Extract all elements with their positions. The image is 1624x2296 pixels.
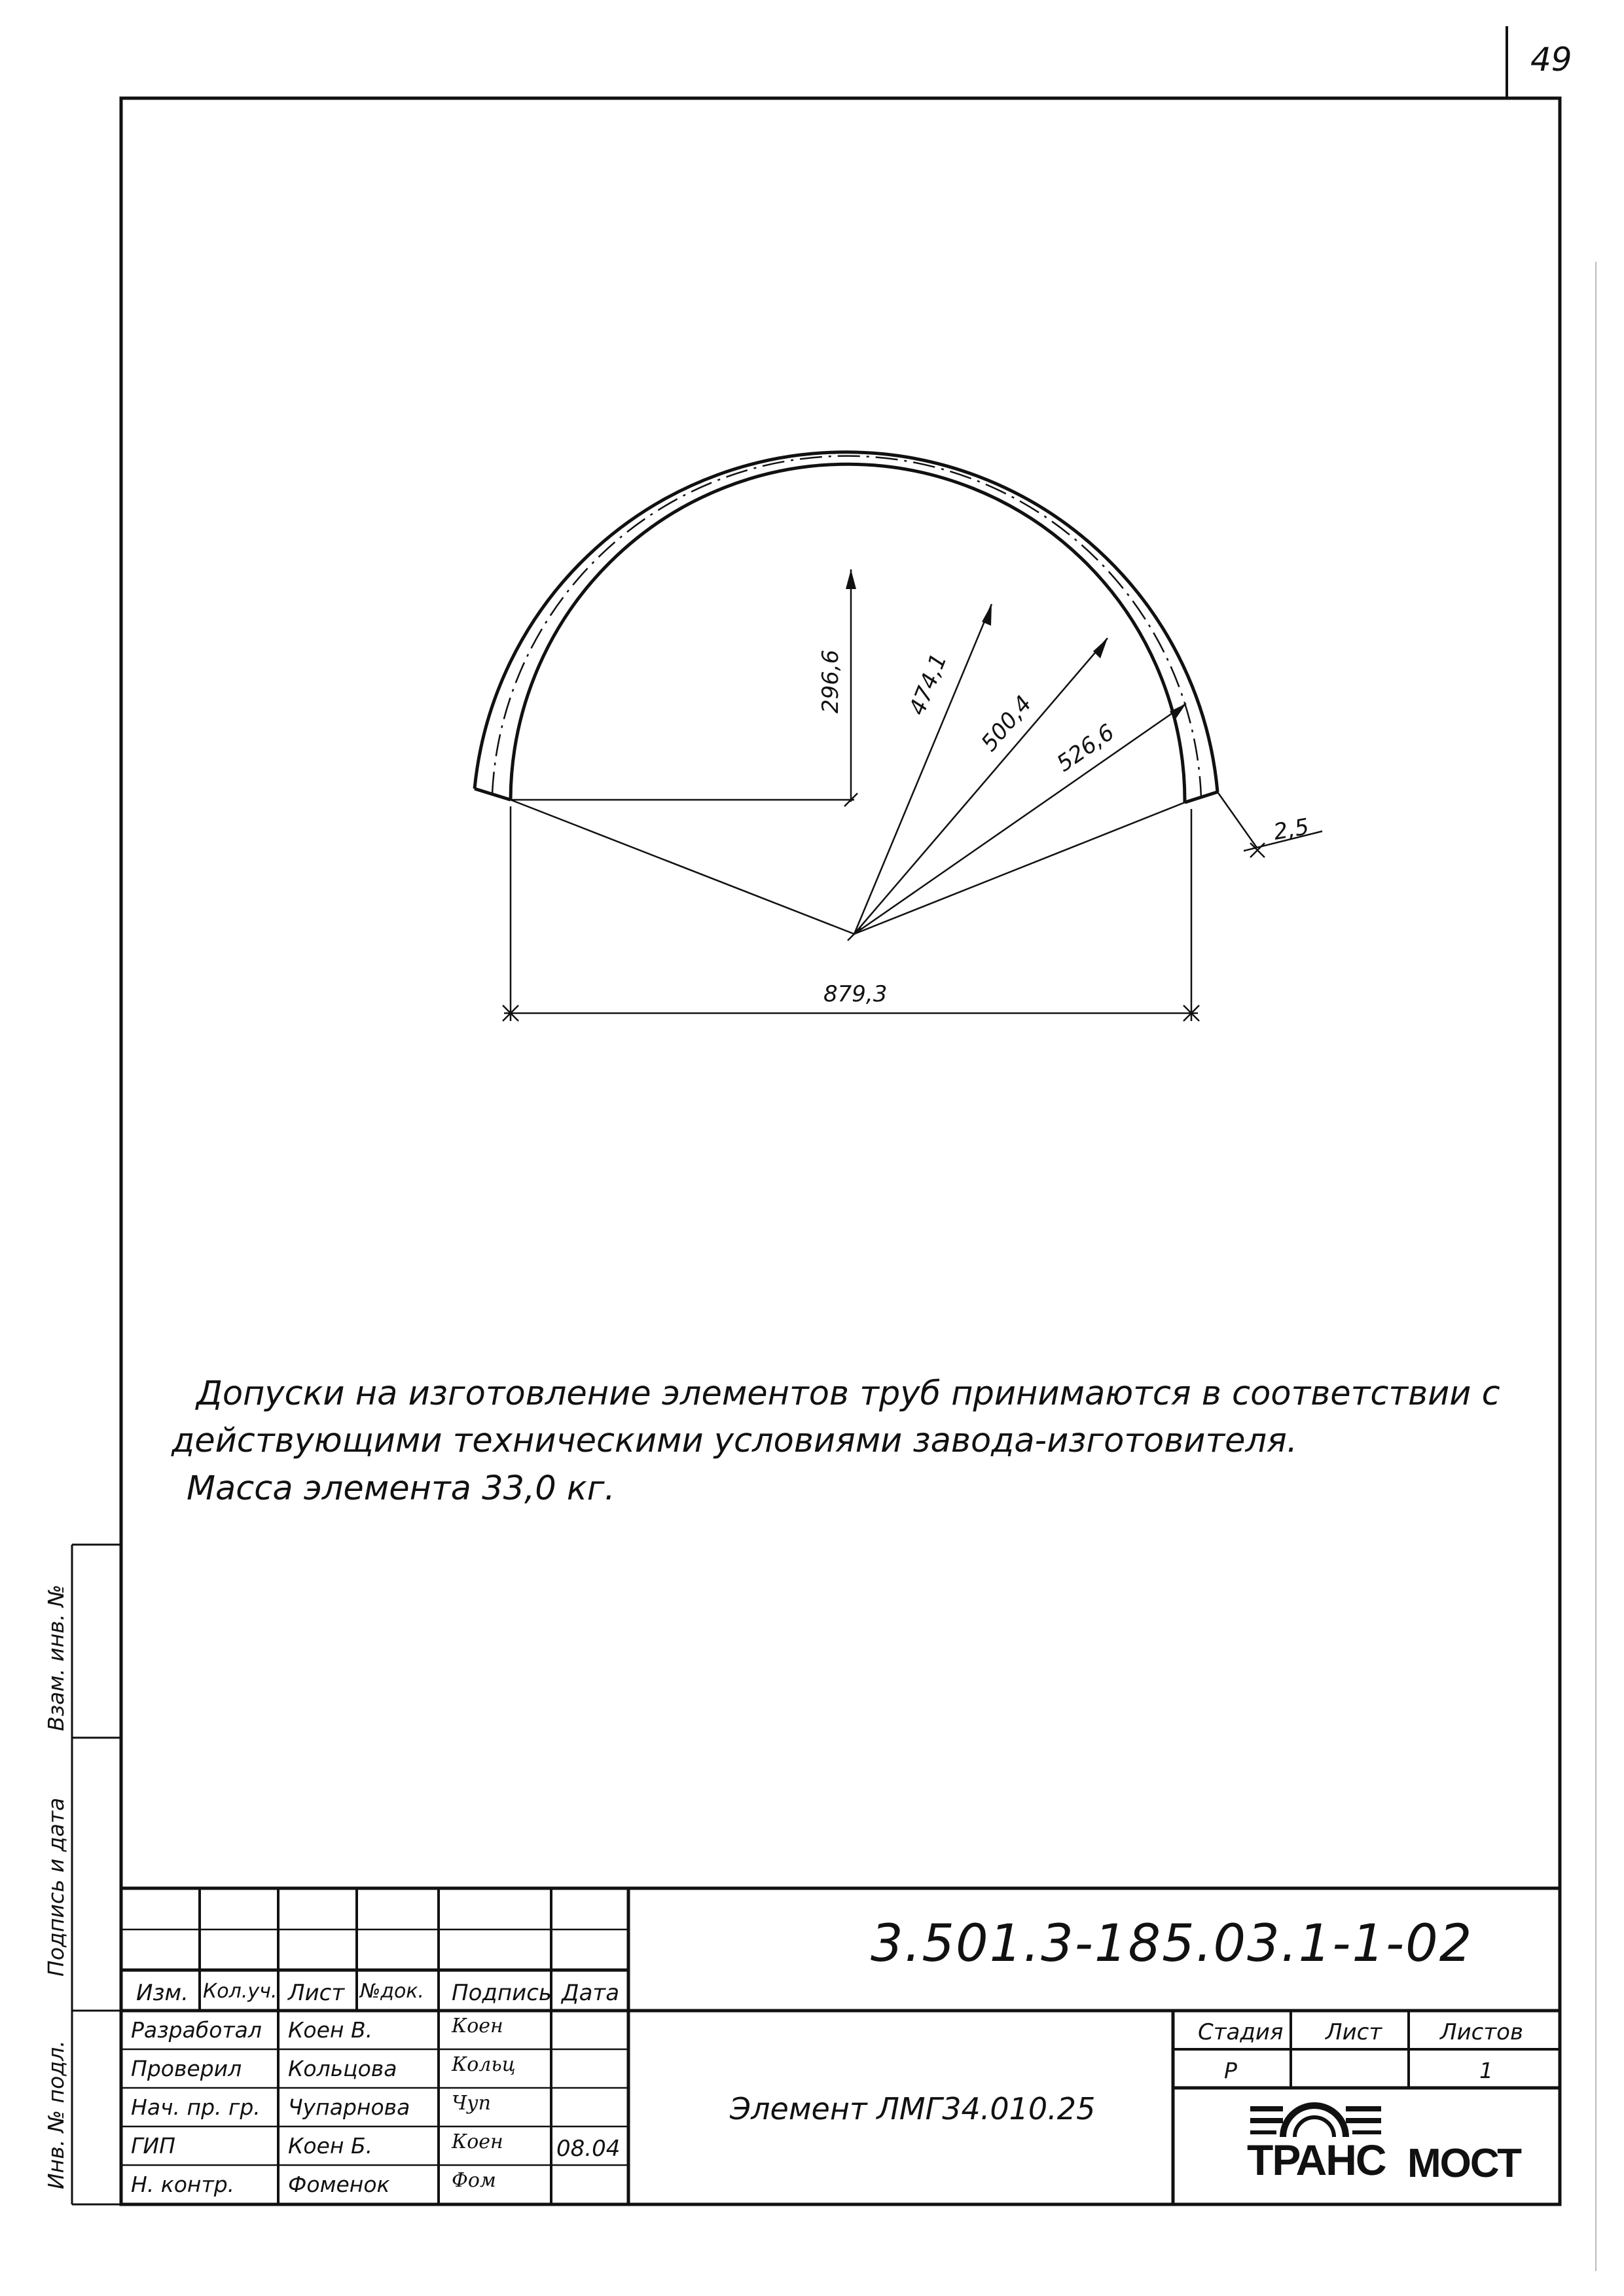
header-data: Дата: [562, 1980, 620, 2006]
role-checked: Проверил: [131, 2056, 242, 2081]
dim-thickness: 2,5: [1271, 814, 1311, 846]
dim-r-inner: 474,1: [904, 650, 952, 719]
side-label-inv-podl: Инв. № подл.: [43, 2040, 69, 2189]
note-tolerances-line2: действующими техническими условиями завода-изготовителя.: [171, 1422, 1298, 1460]
signature-checked: Кольц: [452, 2053, 516, 2076]
name-norm-control: Фоменок: [288, 2172, 390, 2197]
header-podpis: Подпись: [452, 1980, 552, 2006]
element-name: Элемент ЛМГ34.010.25: [730, 2091, 1096, 2126]
name-gip: Коен Б.: [288, 2133, 373, 2159]
signature-group-head: Чуп: [452, 2092, 491, 2115]
signature-gip: Коен: [452, 2130, 503, 2153]
name-group-head: Чупарнова: [288, 2094, 410, 2120]
header-stage: Стадия: [1198, 2019, 1284, 2045]
tick-marks: [844, 793, 861, 941]
note-tolerances-line1: Допуски на изготовление элементов труб принимаются в соответствии с: [196, 1374, 1500, 1413]
stage-value: Р: [1224, 2058, 1237, 2083]
header-kol-uch: Кол.уч.: [203, 1980, 278, 2003]
signature-norm-control: Фом: [452, 2169, 496, 2192]
document-code: 3.501.3-185.03.1-1-02: [871, 1914, 1473, 1973]
date-gip: 08.04: [556, 2136, 621, 2162]
header-sheets: Листов: [1440, 2019, 1524, 2045]
dim-r-outer: 526,6: [1052, 719, 1119, 778]
side-label-vzam-inv: Взам. инв. №: [43, 1584, 69, 1731]
header-n-dok: №док.: [360, 1980, 424, 2003]
dim-height: 296,6: [818, 649, 844, 713]
logo-text-most: МОСТ: [1407, 2141, 1521, 2186]
pipe-element-arc: [475, 452, 1218, 802]
signature-developed: Коен: [452, 2015, 503, 2037]
transmost-logo-icon: [1250, 2106, 1381, 2137]
role-group-head: Нач. пр. гр.: [131, 2094, 261, 2120]
side-stamp: [72, 1545, 121, 2204]
note-mass: Масса элемента 33,0 кг.: [187, 1469, 615, 1508]
name-checked: Кольцова: [288, 2056, 397, 2081]
header-izm: Изм.: [136, 1980, 189, 2006]
header-list: Лист: [288, 1980, 345, 2006]
dim-r-mid: 500,4: [976, 691, 1038, 757]
sheets-value: 1: [1479, 2058, 1493, 2083]
logo-text-trans: ТРАНС: [1247, 2136, 1386, 2184]
role-developed: Разработал: [131, 2017, 262, 2043]
role-norm-control: Н. контр.: [131, 2172, 235, 2197]
dim-chord: 879,3: [823, 981, 888, 1007]
header-sheet: Лист: [1326, 2019, 1382, 2045]
page-number: 49: [1530, 41, 1572, 79]
side-label-signature-date: Подпись и дата: [43, 1797, 69, 1977]
name-developed: Коен В.: [288, 2017, 373, 2043]
role-gip: ГИП: [131, 2133, 175, 2159]
